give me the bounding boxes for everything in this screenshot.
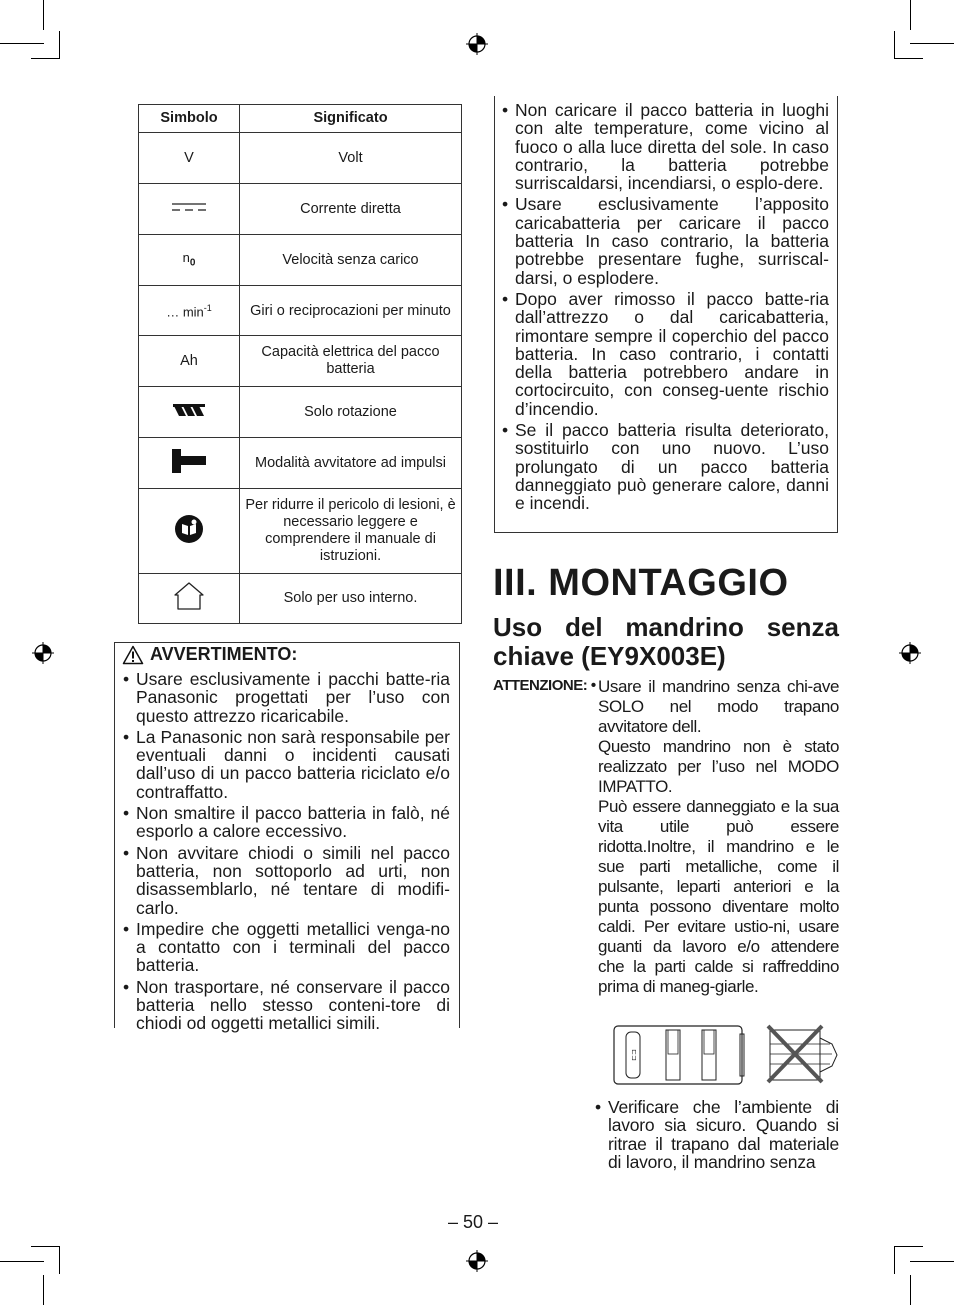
list-item: • Non avvitare chiodi o simili nel pacco batteria, non sottoporlo ad urti, non disassemblarlo, né tentare di modifi-carlo.	[123, 844, 450, 917]
symbol-cell	[139, 489, 240, 574]
registration-mark-icon	[466, 33, 488, 55]
table-row	[139, 438, 462, 489]
crop-mark	[894, 1246, 923, 1247]
warning-list	[123, 670, 450, 1036]
meaning-cell: Velocità senza carico	[240, 235, 462, 286]
table-row	[139, 133, 462, 184]
crop-mark	[43, 1275, 44, 1305]
symbol-cell	[139, 235, 240, 286]
attention-paragraph: Usare il mandrino senza chi-ave SOLO nel modo trapano avvitatore dell.	[598, 677, 839, 736]
table-row	[139, 286, 462, 336]
read-manual-icon	[174, 514, 204, 544]
impact-mode-crossed-icon	[768, 1026, 837, 1082]
table-row	[139, 184, 462, 235]
list-item: • Non trasportare, né conservare il pacco batteria nello stesso conteni-tore di chiodi od oggetti metallici simili.	[123, 978, 450, 1033]
attention-body	[598, 677, 839, 997]
warning-title	[122, 644, 297, 665]
list-item: • Non smaltire il pacco batteria in falò, né esporlo a calore eccessivo.	[123, 804, 450, 841]
crop-mark	[910, 43, 954, 44]
list-item: • Usare esclusivamente l’apposito caricabatteria per caricare il pacco batteria In caso contrario, la batteria potrebbe presentare fughe, surriscal-darsi, o esplodere.	[502, 195, 829, 286]
crop-mark	[31, 1246, 60, 1247]
crop-mark	[894, 31, 895, 59]
crop-mark	[0, 1261, 44, 1262]
attention-label	[493, 677, 596, 694]
meaning-cell: Modalità avvitatore ad impulsi	[240, 438, 462, 489]
meaning-cell: Corrente diretta	[240, 184, 462, 235]
symbol-subscript: 0	[189, 257, 196, 269]
warning-title-text: AVVERTIMENTO:	[150, 644, 298, 664]
list-item: • Impedire che oggetti metallici venga-no a contatto con i terminali del pacco batteria.	[123, 920, 450, 975]
crop-mark	[894, 1246, 895, 1274]
crop-mark	[910, 1261, 954, 1262]
list-item: • Se il pacco batteria risulta deteriorato, sostituirlo con uno nuovo. L’uso prolungato di un pacco batteria danneggiato può generare calore, danni e incendi.	[502, 421, 829, 512]
list-item: • Non caricare il pacco batteria in luoghi con alte temperature, come vicino al fuoco o alla luce diretta del sole. In caso contrario, la batteria potrebbe surriscaldarsi, incendiarsi, o esplo-dere.	[502, 101, 829, 192]
crop-mark	[0, 43, 44, 44]
meaning-cell: Solo per uso interno.	[240, 574, 462, 624]
table-row	[139, 574, 462, 624]
svg-text:⊏⊐: ⊏⊐	[631, 1049, 638, 1061]
registration-mark-icon	[32, 642, 54, 664]
meaning-cell: Volt	[240, 133, 462, 184]
crop-mark	[910, 1275, 911, 1305]
symbol-cell	[139, 438, 240, 489]
symbol-text: n	[182, 249, 190, 265]
registration-mark-icon	[466, 1250, 488, 1272]
table-row	[139, 235, 462, 286]
crop-mark	[59, 1246, 60, 1274]
symbol-cell	[139, 574, 240, 624]
crop-mark	[43, 0, 44, 30]
table-header-row	[139, 105, 462, 133]
table-row	[139, 387, 462, 438]
list-item: • Verificare che l’ambiente di lavoro sia sicuro. Quando si ritrae il trapano dal materiale di lavoro, il mandrino senza	[595, 1098, 839, 1171]
symbol-cell	[139, 286, 240, 336]
column-header-meaning: Significato	[240, 105, 462, 133]
symbol-superscript: -1	[203, 303, 212, 314]
symbol-cell: Ah	[139, 336, 240, 387]
meaning-cell: Capacità elettrica del pacco batteria	[240, 336, 462, 387]
attention-paragraph: Può essere danneggiato e la sua vita utile può essere ridotta.Inoltre, il mandrino e le sue parti metalliche, come il pulsante, leparti anteriori e la punta possono diventare molto caldi. Per evitare ustio-ni, usare guanti da lavoro e/o attendere che la parti calde si raffreddino prima di maneg-giarle.	[598, 797, 839, 996]
symbol-text: … min	[166, 304, 204, 320]
meaning-cell: Solo rotazione	[240, 387, 462, 438]
warning-triangle-icon	[122, 645, 144, 665]
impact-mode-icon	[170, 447, 208, 475]
list-item: • Dopo aver rimosso il pacco batte-ria dall’attrezzo o dal caricabatteria, rimontare sempre il coperchio del pacco batteria. In caso contrario, i contatti della batteria potrebbero andare in cortocircuito, con conseg-uente rischio d’incendio.	[502, 290, 829, 418]
crop-mark	[894, 58, 923, 59]
list-item: • La Panasonic non sarà responsabile per eventuali danni o incidenti causati dall’uso di un pacco batteria riciclato e/o contraffatto.	[123, 728, 450, 801]
crop-mark	[31, 58, 60, 59]
table-row	[139, 336, 462, 387]
list-item: • Usare esclusivamente i pacchi batte-ria Panasonic progettati per l’uso con questo attrezzo ricaricabile.	[123, 670, 450, 725]
symbol-cell	[139, 387, 240, 438]
column-header-symbol: Simbolo	[139, 105, 240, 133]
battery-warning-list	[502, 101, 829, 516]
subsection-title: Uso del mandrino senza chiave (EY9X003E)	[493, 612, 839, 671]
meaning-cell: Giri o reciprocazioni per minuto	[240, 286, 462, 336]
attention-paragraph: Questo mandrino non è stato realizzato per l’uso nel MODO IMPATTO.	[598, 737, 839, 796]
section-title: III. MONTAGGIO	[493, 562, 789, 604]
registration-mark-icon	[899, 642, 921, 664]
page-number: – 50 –	[448, 1212, 499, 1232]
attention-label-text: ATTENZIONE:	[493, 677, 588, 694]
direct-current-icon	[171, 201, 207, 213]
indoor-use-icon	[172, 581, 206, 611]
rotation-only-icon	[171, 402, 207, 418]
drill-mode-switch-icon	[614, 1026, 744, 1084]
crop-mark	[59, 31, 60, 59]
crop-mark	[910, 0, 911, 30]
safety-list	[595, 1098, 839, 1174]
attention-bullet: •	[590, 677, 596, 694]
table-row	[139, 489, 462, 574]
meaning-cell: Per ridurre il pericolo di lesioni, è necessario leggere e comprendere il manuale di istruzioni.	[240, 489, 462, 574]
symbol-cell	[139, 184, 240, 235]
symbol-cell: V	[139, 133, 240, 184]
chuck-illustration	[612, 1024, 842, 1086]
symbol-table	[138, 104, 462, 624]
